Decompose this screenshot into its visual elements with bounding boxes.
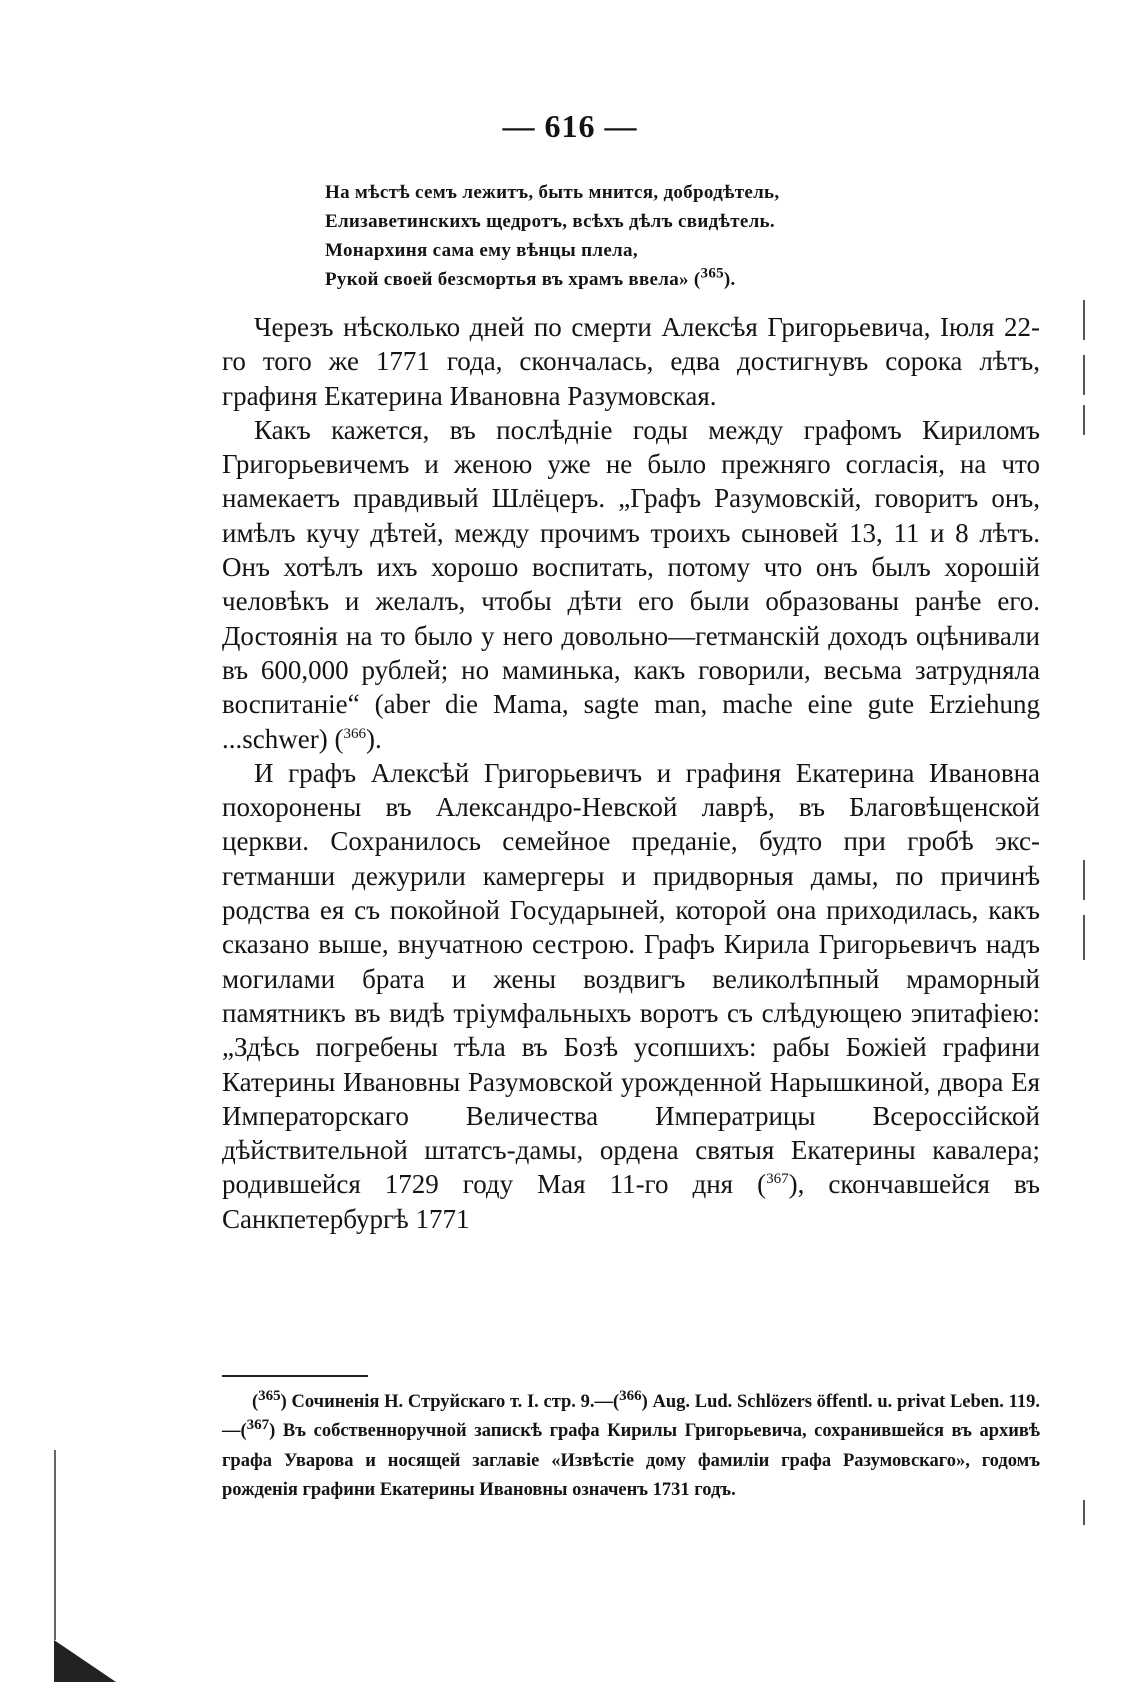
- footnote-divider: [222, 1375, 368, 1377]
- paragraph: Какъ кажется, въ послѣдніе годы между графомъ Кириломъ Григорьевичемъ и женою уже не было прежняго согласія, на что намекаетъ правдивый Шлёцеръ. „Графъ Разумовскій, говоритъ онъ, имѣлъ кучу дѣтей, между прочимъ троихъ сыновей 13, 11 и 8 лѣтъ. Онъ хотѣлъ ихъ хорошо воспитать, потому что онъ былъ хорошій человѣкъ и желалъ, чтобы дѣти его были образованы ранѣе его. Достоянія на то было у него довольно—гетманскій доходъ оцѣнивали въ 600,000 рублей; но маминька, какъ говорили, весьма затрудняла воспитаніе“ (aber die Mama, sagte man, mache eine gute Erziehung ...schwer) ($^{366}$).: [222, 414, 1040, 754]
- poem-line: Рукой своей безсмортья въ храмъ ввела» ($^{365}$).: [325, 265, 736, 290]
- footnote-ref: 366: [343, 725, 366, 742]
- footnote-ref: 367: [766, 1171, 789, 1188]
- scan-margin-line: [1083, 1500, 1085, 1525]
- footnote-text: Въ собственноручной запискѣ графа Кирилы Григорьевича, сохранившейся въ архивѣ графа Уварова и носящей заглавіе «Извѣстіе дому фамиліи графа Разумовскаго», годомъ рожденія графини Екатерины Ивановны означенъ 1731 годъ.: [222, 1421, 1040, 1500]
- footnote-number: 365: [258, 1387, 281, 1404]
- scan-margin-line: [1083, 355, 1085, 395]
- poem-line: Монархиня сама ему вѣнцы плела,: [325, 240, 638, 261]
- footnote-text: Сочиненія Н. Струйскаго т. I. стр. 9.—: [291, 1392, 613, 1412]
- footnote-number: 367: [246, 1417, 270, 1434]
- footnote-block: ($^{365}$) Сочиненія Н. Струйскаго т. I. стр. 9.—($^{366}$) Aug. Lud. Schlözers öffentl. u. privat Leben. 119.—($^{367}$) Въ собственноручной запискѣ графа Кирилы Григорьевича, сохранившейся въ архивѣ графа Уварова и носящей заглавіе «Извѣстіе дому фамиліи графа Разумовскаго», годомъ рожденія графини Екатерины Ивановны означенъ 1731 годъ.: [222, 1387, 1040, 1500]
- paragraph-text: И графъ Алексѣй Григорьевичъ и графиня Екатерина Ивановна похоронены въ Александро-Невской лаврѣ, въ Благовѣщенской церкви. Сохранилось семейное преданіе, будто при гробѣ экс-гетманши дежурили камергеры и придворныя дамы, по причинѣ родства ея съ покойной Государыней, которой она приходилась, какъ сказано выше, внучатною сестрою. Графъ Кирила Григорьевичъ надъ могилами брата и жены воздвигъ великолѣпный мраморный памятникъ въ видѣ тріумфальныхъ воротъ съ слѣдующею эпитафіею: „Здѣсь погребены тѣла въ Бозѣ усопшихъ: рабы Божіей графини Катерины Ивановны Разумовской урожденной Нарышкиной, двора Ея Императорскаго Величества Императрицы Всероссійской дѣйствительной штатсъ-дамы, ордена святыя Екатерины кавалера; родившейся 1729 году Мая 11-го дня: [222, 757, 1040, 1200]
- scan-edge-line: [54, 1450, 56, 1640]
- footnote-text: Aug. Lud. Schlözers öffentl. u. privat Leben. 119.—: [222, 1392, 1040, 1442]
- poem-line: На мѣстѣ семъ лежитъ, быть мнится, добродѣтель,: [325, 182, 780, 203]
- scan-margin-line: [1083, 915, 1085, 960]
- scan-margin-line: [1083, 405, 1085, 435]
- paragraph-text: Черезъ нѣсколько дней по смерти Алексѣя Григорьевича, Іюля 22-го того же 1771 года, скончалась, едва достигнувъ сорока лѣтъ, графиня Екатерина Ивановна Разумовская.: [222, 312, 1040, 411]
- poem-line-text: Рукой своей безсмортья въ храмъ ввела»: [325, 269, 689, 290]
- scan-margin-line: [1083, 300, 1085, 340]
- scan-corner-artifact: [54, 1640, 116, 1682]
- scan-margin-line: [1083, 860, 1085, 900]
- footnote-ref: 365: [700, 265, 724, 282]
- paragraph-tail: , скончавшейся въ Санкпетербургѣ 1771: [222, 1169, 1040, 1234]
- paragraph: И графъ Алексѣй Григорьевичъ и графиня Екатерина Ивановна похоронены въ Александро-Невской лаврѣ, въ Благовѣщенской церкви. Сохранилось семейное преданіе, будто при гробѣ экс-гетманши дежурили камергеры и придворныя дамы, по причинѣ родства ея съ покойной Государыней, которой она приходилась, какъ сказано выше, внучатною сестрою. Графъ Кирила Григорьевичъ надъ могилами брата и жены воздвигъ великолѣпный мраморный памятникъ въ видѣ тріумфальныхъ воротъ съ слѣдующею эпитафіею: „Здѣсь погребены тѣла въ Бозѣ усопшихъ: рабы Божіей графини Катерины Ивановны Разумовской урожденной Нарышкиной, двора Ея Императорскаго Величества Императрицы Всероссійской дѣйствительной штатсъ-дамы, ордена святыя Екатерины кавалера; родившейся 1729 году Мая 11-го дня ($^{367}$), скончавшейся въ Санкпетербургѣ 1771: [222, 757, 1040, 1234]
- paragraph-text: Какъ кажется, въ послѣдніе годы между графомъ Кириломъ Григорьевичемъ и женою уже не было прежняго согласія, на что намекаетъ правдивый Шлёцеръ. „Графъ Разумовскій, говоритъ онъ, имѣлъ кучу дѣтей, между прочимъ троихъ сыновей 13, 11 и 8 лѣтъ. Онъ хотѣлъ ихъ хорошо воспитать, потому что онъ былъ хорошій человѣкъ и желалъ, чтобы дѣти его были образованы ранѣе его. Достоянія на то было у него довольно—гетманскій доходъ оцѣнивали въ 600,000 рублей; но маминька, какъ говорили, весьма затрудняла воспитаніе“ (aber die Mama, sagte man, mache eine gute Erziehung ...schwer): [222, 414, 1040, 754]
- epitaph-poem: [325, 178, 1045, 294]
- footnotes: [222, 1388, 1040, 1505]
- footnote-number: 366: [619, 1387, 642, 1404]
- page-number: — 616 —: [502, 108, 638, 144]
- paragraph: [222, 310, 1040, 413]
- poem-line: Елизаветинскихъ щедротъ, всѣхъ дѣлъ свидѣтель.: [325, 211, 775, 232]
- main-text: [222, 310, 1040, 1236]
